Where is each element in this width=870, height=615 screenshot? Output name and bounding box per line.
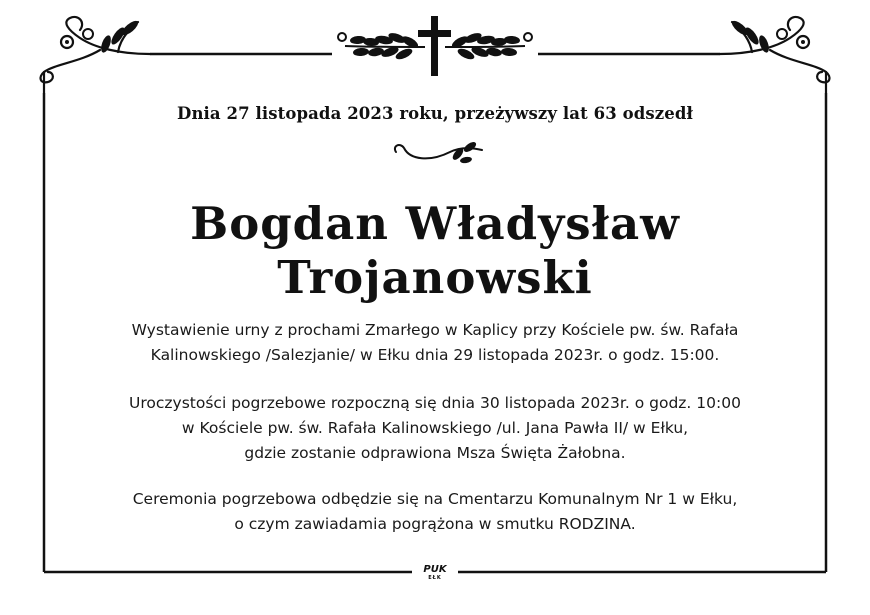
deceased-surname: Trojanowski — [277, 251, 593, 304]
puk-logo — [419, 565, 451, 581]
logo-sub-text: EŁK — [428, 575, 442, 581]
paragraph-line: Wystawienie urny z prochami Zmarłego w Kaplicy przy Kościele pw. św. Rafała — [131, 321, 739, 339]
paragraph-line: o czym zawiadamia pogrążona w smutku RODZINA. — [234, 515, 636, 533]
paragraph-line: Kalinowskiego /Salezjanie/ w Ełku dnia 29 listopada 2023r. o godz. 15:00. — [150, 346, 720, 364]
death-date-intro: Dnia 27 listopada 2023 roku, przeżywszy lat 63 odszedł — [177, 104, 693, 123]
paragraph-line: Ceremonia pogrzebowa odbędzie się na Cmentarzu Komunalnym Nr 1 w Ełku, — [132, 490, 738, 508]
urn-viewing-paragraph — [60, 318, 810, 368]
cross-with-laurel-icon — [338, 16, 532, 76]
leaf-flourish-icon — [395, 140, 482, 164]
deceased-first-names: Bogdan Władysław — [190, 197, 680, 250]
funeral-mass-paragraph — [60, 391, 810, 466]
logo-main-text: PUK — [423, 564, 447, 575]
burial-paragraph — [60, 487, 810, 537]
paragraph-line: w Kościele pw. św. Rafała Kalinowskiego /ul. Jana Pawła II/ w Ełku, — [181, 419, 689, 437]
paragraph-line: Uroczystości pogrzebowe rozpoczną się dnia 30 listopada 2023r. o godz. 10:00 — [129, 394, 741, 412]
paragraph-line: gdzie zostanie odprawiona Msza Święta Żałobna. — [244, 444, 626, 462]
